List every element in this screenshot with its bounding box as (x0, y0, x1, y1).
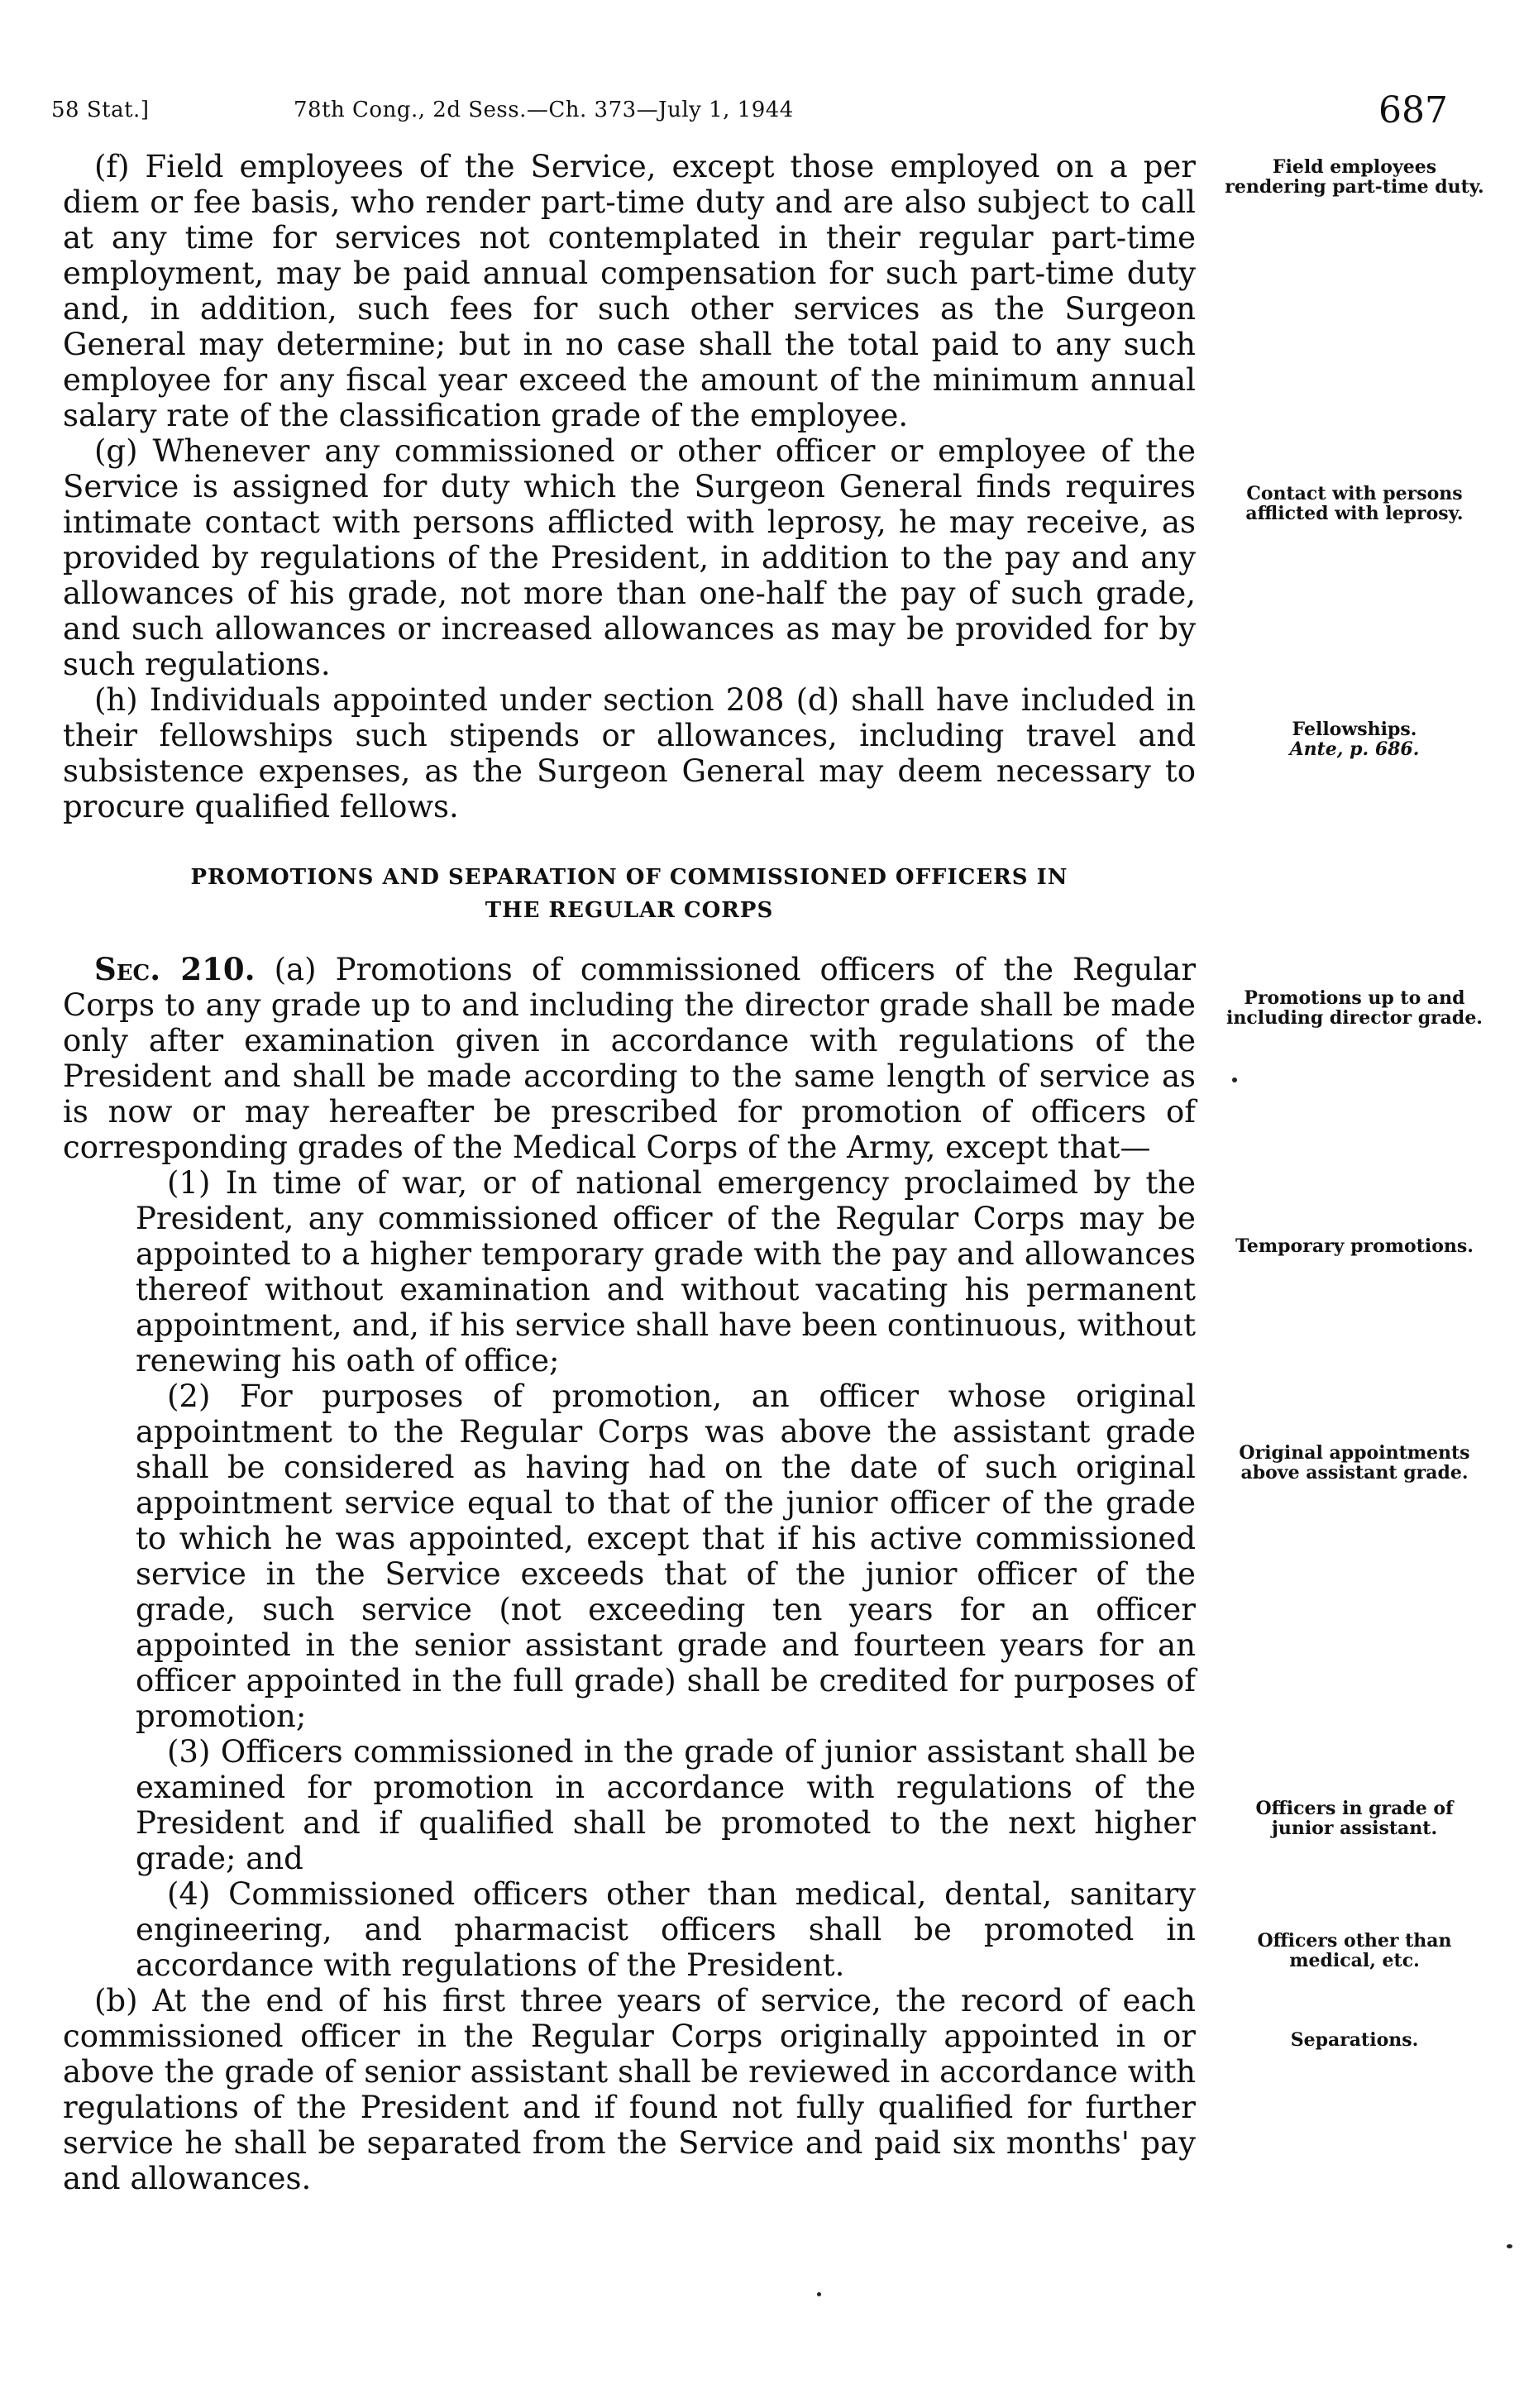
margin-note-junior-assistant: Officers in grade of junior assistant. (1255, 1798, 1454, 1839)
section-210-a-text: (a) Promotions of commissioned officers of the Regular Corps to any grade up to and including the director grade shall be made only after examination given in accordance with regulations of the President and shall be made according to the same length of service as is now or may hereafter be prescribed for promotion of officers of corresponding grades of the Medical Corps of the Army, except that— (63, 952, 1197, 1165)
section-number: Sec. 210. (94, 951, 256, 987)
margin-note-other-than-medical: Officers other than medical, etc. (1257, 1930, 1452, 1971)
statute-body (63, 149, 1196, 2196)
speck-mark (1232, 1077, 1237, 1082)
speck-mark (1507, 2244, 1512, 2248)
section-210-b: (b) At the end of his first three years of service, the record of each commissioned officer in the Regular Corps originally appointed in or above the grade of senior assistant shall be reviewed in accordance with regulations of the President and if found not fully qualified for further service he shall be separated from the Service and paid six months' pay and allowances. (63, 1983, 1196, 2196)
session-line: 78th Cong., 2d Sess.—Ch. 373—July 1, 1944 (294, 98, 794, 122)
page-header (0, 0, 1524, 132)
item-2: (2) For purposes of promotion, an officer whose original appointment to the Regular Corps was above the assistant grade shall be considered as having had on the date of such original appointment service equal to that of the junior officer of the grade to which he was appointed, except that if his active commissioned service in the Service exceeds that of the junior officer of the grade, such service (not exceeding ten years for an officer appointed in the senior assistant grade and fourteen years for an officer appointed in the full grade) shall be credited for purposes of promotion; (136, 1378, 1196, 1734)
margin-note-leprosy: Contact with persons afflicted with leprosy. (1245, 483, 1464, 524)
page-number: 687 (1378, 89, 1448, 131)
item-1: (1) In time of war, or of national emergency proclaimed by the President, any commissioned officer of the Regular Corps may be appointed to a higher temporary grade with the pay and allowances thereof without examination and without vacating his permanent appointment, and, if his service shall have been continuous, without renewing his oath of office; (136, 1165, 1196, 1378)
margin-note-promotions: Promotions up to and including director grade. (1226, 987, 1483, 1029)
margin-note-original-appointments: Original appointments above assistant grade. (1239, 1442, 1470, 1484)
fellowships-label: Fellowships. (1292, 719, 1417, 740)
margin-note-temporary: Temporary promotions. (1235, 1235, 1474, 1257)
margin-note-field-employees: Field employees rendering part-time duty. (1225, 156, 1484, 198)
fellowships-reference: Ante, p. 686. (1289, 738, 1420, 760)
section-heading: PROMOTIONS AND SEPARATION OF COMMISSIONED OFFICERS IN THE REGULAR CORPS (190, 865, 1068, 923)
paragraph-g: (g) Whenever any commissioned or other officer or employee of the Service is assigned for duty which the Surgeon General finds requires intimate contact with persons afflicted with leprosy, he may receive, as provided by regulations of the President, in addition to the pay and any allowances of his grade, not more than one-half the pay of such grade, and such allowances or increased allowances as may be provided for by such regulations. (63, 433, 1196, 682)
margin-note-fellowships (1222, 719, 1487, 759)
volume-reference: 58 Stat.] (51, 98, 150, 122)
section-210-a (63, 952, 1196, 1165)
paragraph-f: (f) Field employees of the Service, except those employed on a per diem or fee basis, who render part-time duty and are also subject to call at any time for services not contemplated in their regular part-time employment, may be paid annual compensation for such part-time duty and, in addition, such fees for such other services as the Surgeon General may determine; but in no case shall the total paid to any such employee for any fiscal year exceed the amount of the minimum annual salary rate of the classification grade of the employee. (63, 149, 1196, 433)
margin-note-separations: Separations. (1290, 2029, 1419, 2051)
item-4: (4) Commissioned officers other than medical, dental, sanitary engineering, and pharmacist officers shall be promoted in accordance with regulations of the President. (136, 1876, 1196, 1983)
paragraph-h: (h) Individuals appointed under section 208 (d) shall have included in their fellowships such stipends or allowances, including travel and subsistence expenses, as the Surgeon General may deem necessary to procure qualified fellows. (63, 682, 1196, 824)
item-3: (3) Officers commissioned in the grade of junior assistant shall be examined for promotion in accordance with regulations of the President and if qualified shall be promoted to the next higher grade; and (136, 1734, 1196, 1876)
speck-mark (817, 2292, 821, 2296)
